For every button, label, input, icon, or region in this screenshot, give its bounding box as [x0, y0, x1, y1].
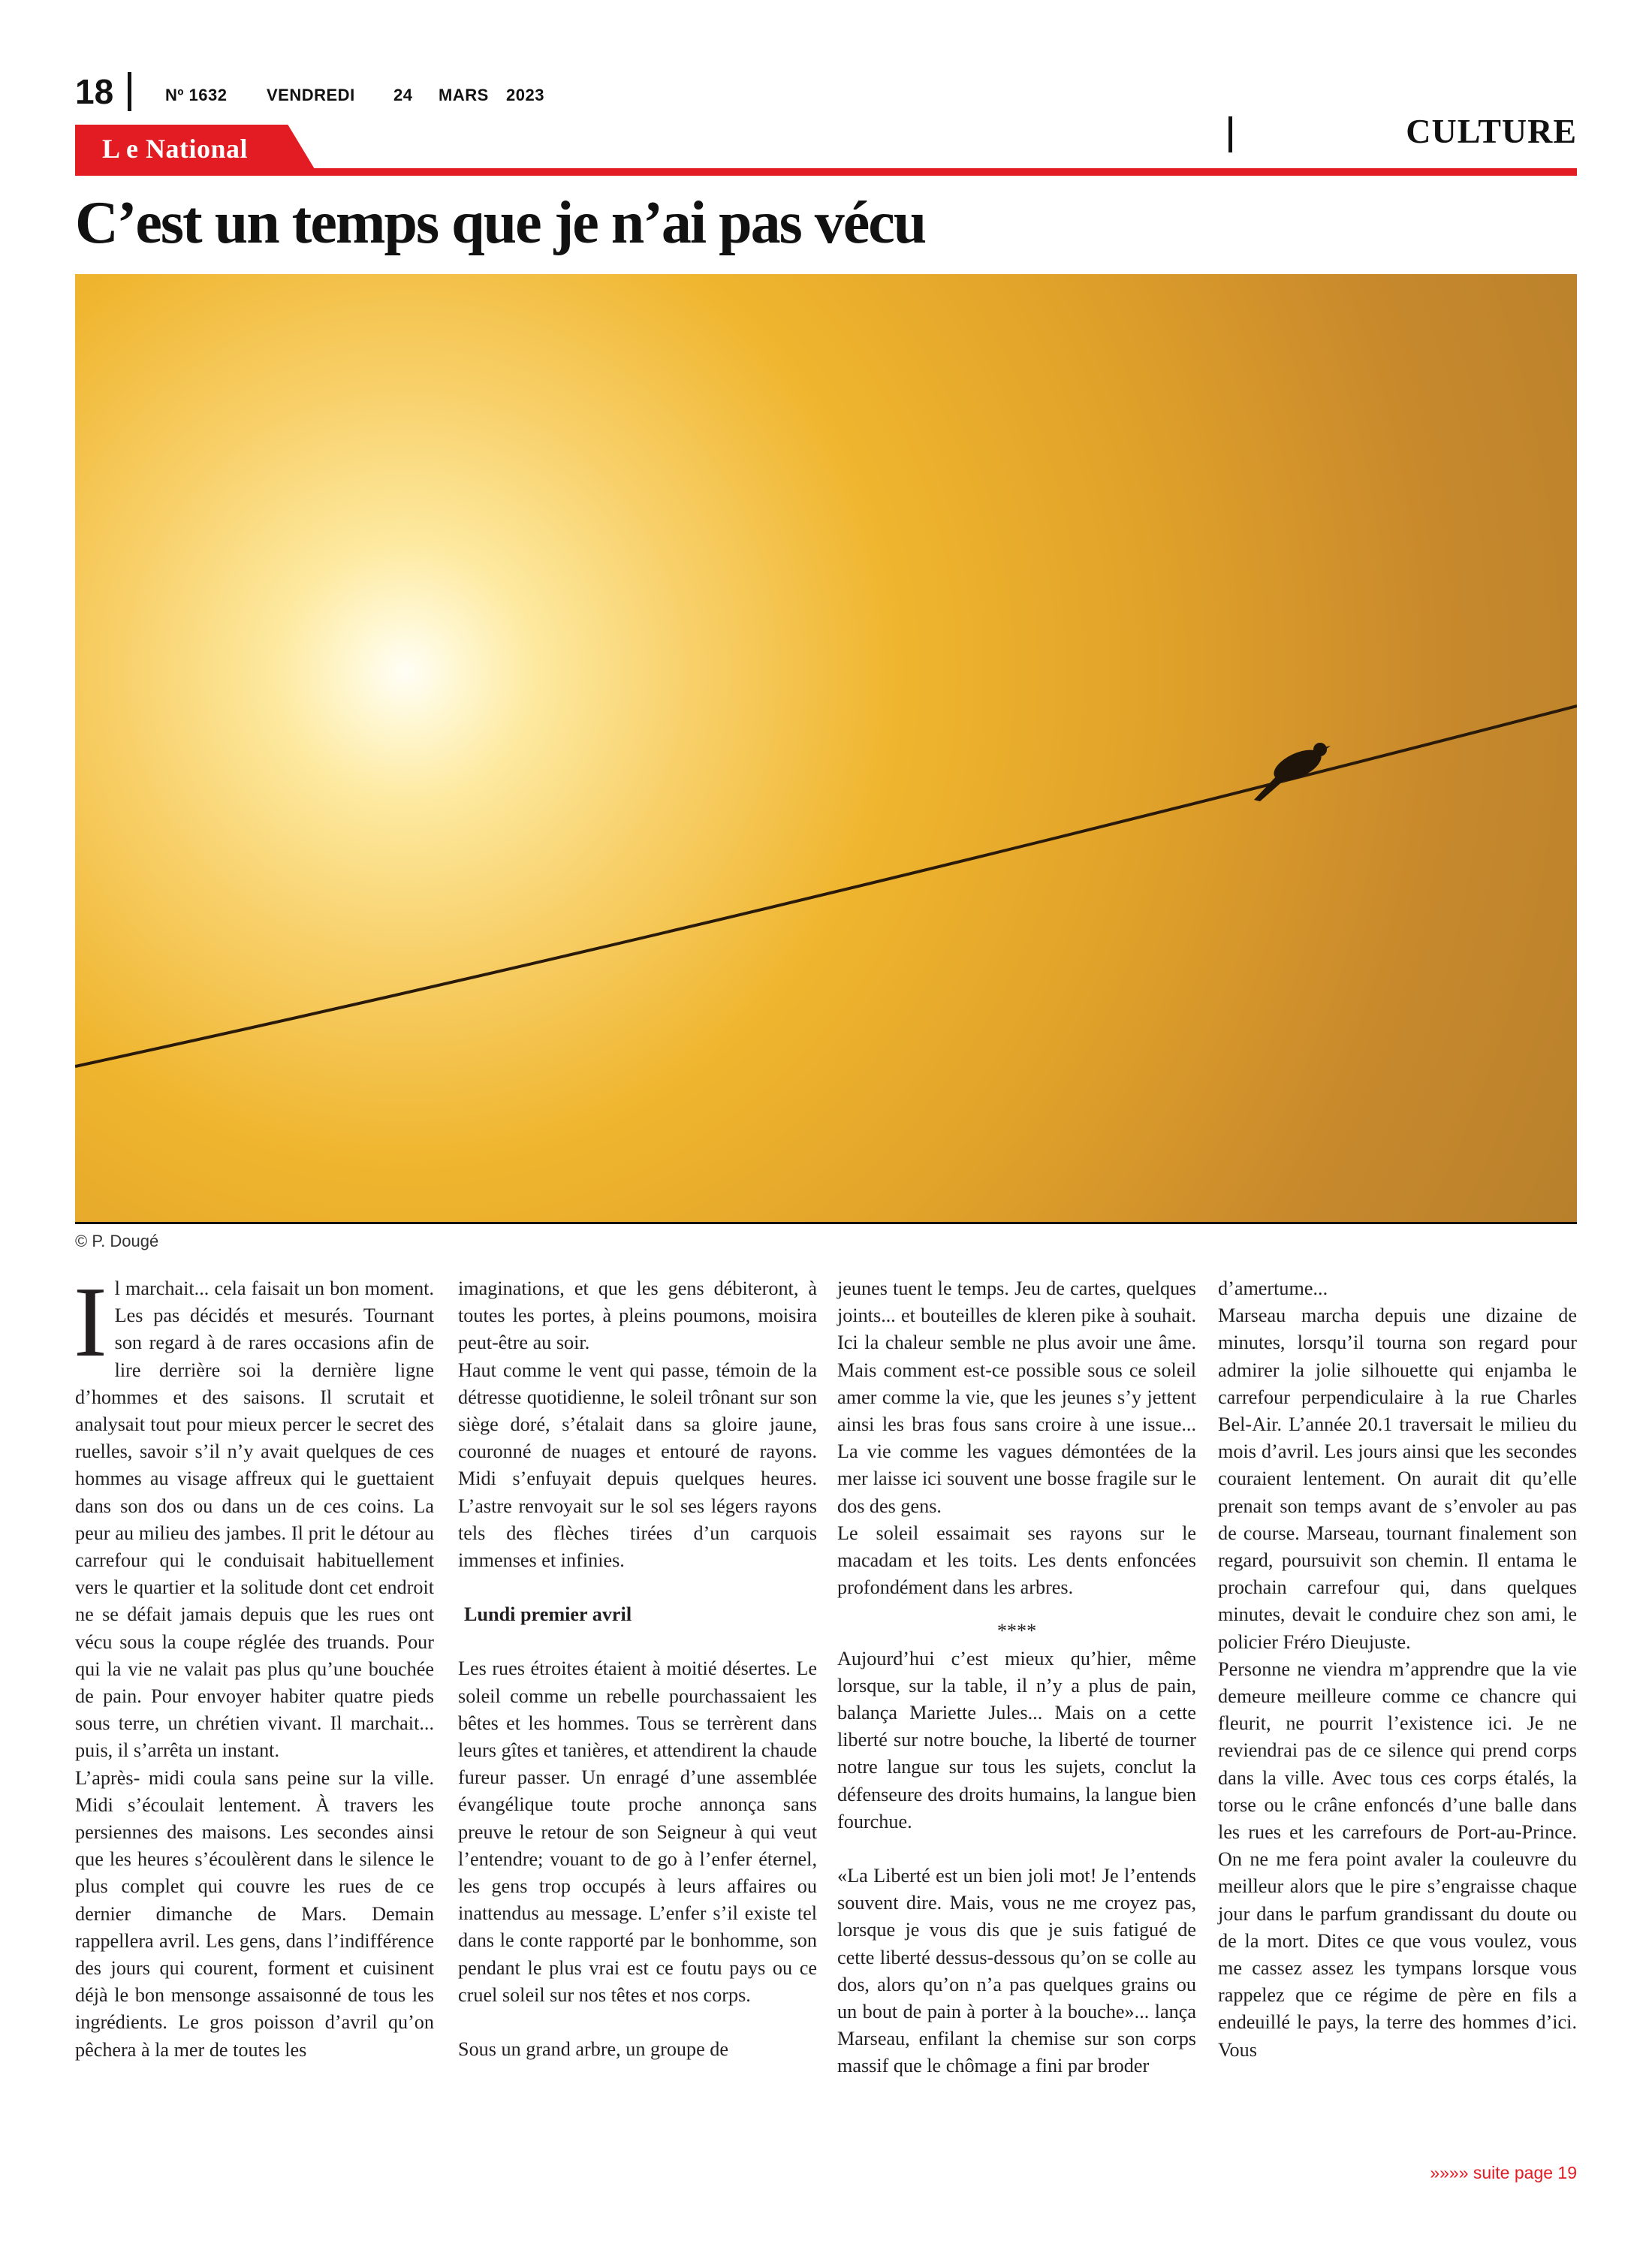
article-column-1: [74, 1266, 434, 2064]
article-paragraph: d’amertume...: [1218, 1277, 1328, 1299]
page-number: 18: [75, 72, 114, 111]
article-paragraph: Le soleil essaimait ses rayons sur le macadam et les toits. Les dents enfoncées profondément dans les arbres.: [837, 1522, 1196, 1599]
continued-on-page-link[interactable]: »»»» suite page 19: [1430, 2163, 1577, 2182]
header-divider: [128, 72, 131, 111]
drop-cap: I: [74, 1266, 107, 1377]
article-paragraph: imaginations, et que les gens débiteront, à toutes les portes, à pleins poumons, moisira peut-être au soir.: [458, 1277, 817, 1354]
issue-weekday: VENDREDI: [267, 86, 355, 104]
photo-credit: © P. Dougé: [75, 1232, 159, 1250]
issue-number: Nº 1632: [165, 86, 228, 104]
paragraph-gap: [837, 1835, 1196, 1862]
article-paragraph: [74, 1266, 434, 1765]
issue-date-month: MARS: [439, 86, 489, 104]
section-separator: ****: [996, 1620, 1037, 1642]
article-paragraph: Haut comme le vent qui passe, témoin de la détresse quotidienne, le soleil trônant sur son siège doré, s’étalait dans sa gloire jaune, couronné de nuages et entouré de rayons. Midi s’enfuyait depuis quelques heures. L’astre renvoyait sur le sol ses légers rayons tels des flèches tirées d’un carquois immenses et infinies.: [458, 1359, 817, 1572]
article-paragraph: «La Liberté est un bien joli mot! Je l’entends souvent dire. Mais, vous ne me croyez pas, lorsque je vous dis que je suis fatigué de cette liberté dessus-dessous qu’on se colle au dos, alors qu’on n’a pas quelques grains ou un bout de pain à porter à la bouche»... lança Marseau, enfilant la chemise sur son corps massif que le chômage a fini par broder: [837, 1865, 1196, 2077]
article-paragraph: Les rues étroites étaient à moitié désertes. Le soleil comme un rebelle pourchassaient les bêtes et les hommes. Tous se terrèrent dans leurs gîtes et tanières, et attendirent la chaude fureur passer. Un enragé d’une assemblée évangélique toute proche annonça sans preuve le retour de son Seigneur à qui veut l’entendre; vouant to de go à l’enfer éternel, les gens trop occupés à leurs affaires ou inattendus au message. L’enfer s’il existe tel dans le conte rapporté par le bonhomme, son pendant le plus vrai est ce foutu pays ou ce cruel soleil sur nos têtes et nos corps.: [458, 1657, 817, 2006]
article-paragraph: L’après- midi coula sans peine sur la ville. Midi s’écoulait lentement. À travers les persiennes des maisons. Les secondes ainsi que les heures s’écoulèrent dans le silence le plus complet qui couvre les rues de ce dernier dimanche de Mars. Demain rappellera avril. Les gens, dans l’indifférence des jours qui courent, forment et cuisinent déjà le bon mensonge assaisonné de tous les ingrédients. Le gros poisson d’avril qu’on pêchera à la mer de toutes les: [75, 1766, 434, 2061]
article-photo: [75, 274, 1577, 1222]
section-title: CULTURE: [1406, 112, 1577, 150]
bird-on-wire-illustration: [75, 274, 1577, 1222]
article-subheading: Lundi premier avril: [464, 1603, 632, 1626]
brand-logo: L e National: [102, 134, 249, 164]
issue-date-year: 2023: [506, 86, 544, 104]
paragraph-gap: [458, 2009, 817, 2036]
wire: [75, 706, 1577, 1066]
paragraph-text: l marchait... cela faisait un bon moment. Les pas décidés et mesurés. Tournant son regard à de rares occasions afin de lire derrière soi la dernière ligne d’hommes et des saisons. Il scrutait et analysait tout pour mieux percer le secret des ruelles, savoir s’il n’y avait quelques de ces hommes au visage affreux qui le guettaient dans son dos ou dans un de ces coins. La peur au milieu des jambes. Il prit le détour au carrefour qui le conduisait habituellement vers le quartier et la solitude dont cet endroit ne se défait jamais depuis que les rues ont vécu sous la coupe réglée des truands. Pour qui la vie ne valait pas plus qu’une bouchée de pain. Pour envoyer habiter quatre pieds sous terre, un chrétien vivant. Il marchait... puis, il s’arrêta un instant.: [75, 1277, 434, 1762]
article-title: C’est un temps que je n’ai pas vécu: [75, 190, 926, 256]
photo-bottom-rule: [75, 1222, 1577, 1224]
article-column-4: [1218, 1275, 1577, 2064]
section-divider: [1228, 116, 1232, 152]
article-column-2: [458, 1275, 817, 2063]
article-paragraph: Personne ne viendra m’apprendre que la vie demeure meilleure comme ce chancre qui fleurit, ne pourrit l’existence ici. Je ne reviendrai pas de ce silence qui prend corps dans la ville. Avec tous ces corps étalés, la torse ou le crâne enfoncés d’une balle dans les rues et les carrefours de Port-au-Prince. On ne me fera point avaler la couleuvre du meilleur alors que le pire s’engraisse chaque jour dans le parfum grandissant du doute ou de la mort. Dites ce que vous voulez, vous me cassez assez les tympans lorsque vous rappelez que ce régime de père en fils a endeuillé le pays, la terre des hommes d’ici. Vous: [1218, 1657, 1577, 2061]
article-column-3: [837, 1275, 1196, 2080]
issue-date-day: 24: [393, 86, 413, 104]
article-paragraph: Sous un grand arbre, un groupe de: [458, 2038, 728, 2061]
article-paragraph: Marseau marcha depuis une dizaine de minutes, lorsqu’il tourna son regard pour admirer la jolie silhouette qui enjamba le carrefour perpendiculaire à la rue Charles Bel-Air. L’année 20.1 traversait le milieu du mois d’avril. Les jours ainsi que les secondes couraient lentement. On aurait dit qu’elle prenait son temps avant de s’envoler au pas de course. Marseau, tournant finalement son regard, poursuivit son chemin. Il entama le prochain carrefour qui, dans quelques minutes, devait le conduire chez son ami, le policier Fréro Dieujuste.: [1218, 1304, 1577, 1653]
article-paragraph: Aujourd’hui c’est mieux qu’hier, même lorsque, sur la table, il n’y a plus de pain, balança Mariette Jules... Mais on a cette liberté sur notre bouche, la liberté de tourner notre langue sur tous les sujets, conclut la défenseure des droits humains, la langue bien fourchue.: [837, 1647, 1196, 1832]
header-rule: [75, 168, 1577, 176]
article-paragraph: jeunes tuent le temps. Jeu de cartes, quelques joints... et bouteilles de kleren pike à souhait. Ici la chaleur semble ne plus avoir une âme. Mais comment est-ce possible sous ce soleil amer comme la vie, que les jeunes s’y jettent ainsi les bras fous sans croire à une issue... La vie comme les vagues démontées de la mer laisse ici souvent une bosse fragile sur le dos des gens.: [837, 1277, 1196, 1517]
